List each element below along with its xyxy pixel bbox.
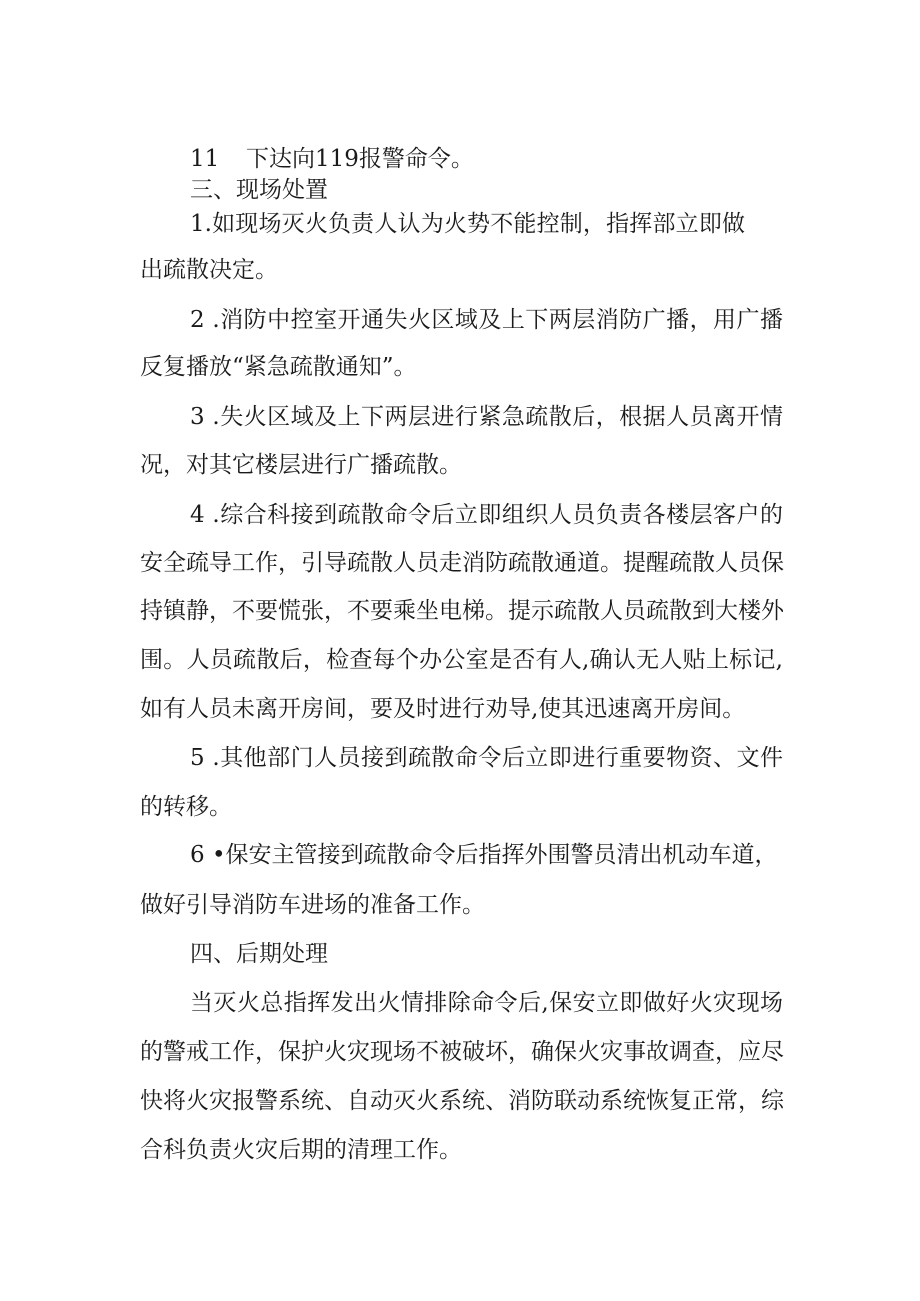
- paragraph-7-line-3: 快将火灾报警系统、自动灭火系统、消防联动系统恢复正常，综: [140, 1088, 784, 1114]
- paragraph-4-line-3: 持镇静，不要慌张，不要乘坐电梯。提示疏散人员疏散到大楼外: [140, 598, 784, 624]
- paragraph-3-line-2: 况，对其它楼层进行广播疏散。: [140, 452, 462, 478]
- item-11: [190, 144, 474, 174]
- paragraph-1-line-1: 1.如现场灭火负责人认为火势不能控制，指挥部立即做: [190, 211, 745, 237]
- paragraph-7-line-1: 当灭火总指挥发出火情排除命令后,保安立即做好火灾现场: [190, 990, 783, 1016]
- section-heading-4: 四、后期处理: [190, 941, 328, 967]
- paragraph-2-line-1: 2 .消防中控室开通失火区域及上下两层消防广播，用广播: [190, 307, 783, 333]
- paragraph-4-line-1: 4 .综合科接到疏散命令后立即组织人员负责各楼层客户的: [190, 502, 783, 528]
- paragraph-2-line-2: 反复播放“紧急疏散通知”。: [140, 354, 417, 380]
- paragraph-7-line-2: 的警戒工作，保护火灾现场不被破坏，确保火灾事故调查，应尽: [140, 1039, 784, 1065]
- section-heading-3: 三、现场处置: [190, 177, 328, 203]
- paragraph-5-line-1: 5 .其他部门人员接到疏散命令后立即进行重要物资、文件: [190, 745, 783, 771]
- item-number: 11: [190, 146, 220, 172]
- paragraph-5-line-2: 的转移。: [140, 794, 232, 820]
- paragraph-4-line-4: 围。人员疏散后，检查每个办公室是否有人,确认无人贴上标记,: [140, 647, 783, 673]
- paragraph-6-line-2: 做好引导消防车进场的准备工作。: [140, 892, 485, 918]
- paragraph-4-line-2: 安全疏导工作，引导疏散人员走消防疏散通道。提醒疏散人员保: [140, 550, 784, 576]
- paragraph-6-line-1: 6 •保安主管接到疏散命令后指挥外围警员清出机动车道，: [190, 842, 778, 868]
- paragraph-4-line-5: 如有人员未离开房间，要及时进行劝导,使其迅速离开房间。: [140, 696, 746, 722]
- paragraph-3-line-1: 3 .失火区域及上下两层进行紧急疏散后，根据人员离开情: [190, 404, 783, 430]
- paragraph-1-line-2: 出疏散决定。: [140, 257, 278, 283]
- item-text: 下达向119报警命令。: [246, 146, 474, 172]
- paragraph-7-line-4: 合科负责火灾后期的清理工作。: [140, 1137, 462, 1163]
